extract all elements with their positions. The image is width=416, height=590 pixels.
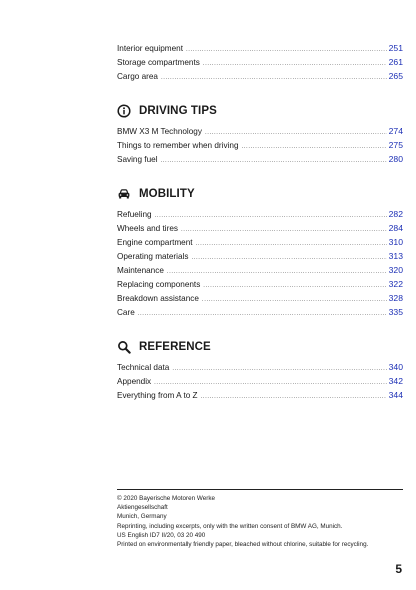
toc-entry[interactable] <box>117 305 403 319</box>
dot-leader <box>181 223 387 237</box>
toc-entry-label: BMW X3 M Technology <box>117 127 202 136</box>
dot-leader <box>155 209 387 223</box>
imprint-line: US English ID7 II/20, 03 20 490 <box>117 531 206 539</box>
toc-entry-page[interactable]: 275 <box>388 140 403 150</box>
dot-leader <box>196 237 387 251</box>
toc-entry-page[interactable]: 335 <box>388 307 403 317</box>
dot-leader <box>154 376 387 390</box>
dot-leader <box>138 307 387 321</box>
toc-entry-page[interactable]: 265 <box>388 71 403 81</box>
toc-entry[interactable] <box>117 263 403 277</box>
dot-leader <box>167 265 387 279</box>
imprint-line: Reprinting, including excerpts, only with the written consent of BMW AG, Munich. <box>117 522 343 530</box>
dot-leader <box>201 390 387 404</box>
section-reference <box>117 337 403 402</box>
toc-entry-label: Storage compartments <box>117 58 200 67</box>
toc-entry-page[interactable]: 310 <box>388 237 403 247</box>
toc-entry-label: Refueling <box>117 210 152 219</box>
toc-entry-label: Appendix <box>117 377 152 386</box>
toc-entry[interactable] <box>117 138 403 152</box>
toc-entry[interactable] <box>117 55 403 69</box>
toc-entry[interactable] <box>117 221 403 235</box>
toc-entry-page[interactable]: 280 <box>388 154 403 164</box>
dot-leader <box>203 279 386 293</box>
toc-entry-page[interactable]: 251 <box>388 43 403 53</box>
dot-leader <box>205 126 387 140</box>
toc-entry-label: Operating materials <box>117 252 189 261</box>
toc-entry-label: Technical data <box>117 363 170 372</box>
toc-entry-page[interactable]: 328 <box>388 293 403 303</box>
dot-leader <box>203 57 387 71</box>
toc-entry-page[interactable]: 313 <box>388 251 403 261</box>
section-heading <box>117 101 403 121</box>
section-mobility <box>117 184 403 319</box>
section-interior <box>117 41 403 83</box>
toc-entry-label: Engine compartment <box>117 238 193 247</box>
toc-entry[interactable] <box>117 388 403 402</box>
toc-entry-page[interactable]: 342 <box>388 376 403 386</box>
toc-entry-label: Interior equipment <box>117 44 183 53</box>
dot-leader <box>161 154 387 168</box>
toc-entry-page[interactable]: 344 <box>388 390 403 400</box>
toc-entry-page[interactable]: 274 <box>388 126 403 136</box>
toc-entry[interactable] <box>117 124 403 138</box>
section-heading <box>117 337 403 357</box>
toc-entry[interactable] <box>117 41 403 55</box>
dot-leader <box>202 293 387 307</box>
imprint <box>117 494 407 549</box>
toc-entry-page[interactable]: 282 <box>388 209 403 219</box>
dot-leader <box>186 43 387 57</box>
dot-leader <box>242 140 387 154</box>
toc-entry-page[interactable]: 261 <box>388 57 403 67</box>
toc-entry-label: Replacing components <box>117 280 201 289</box>
toc-entry[interactable] <box>117 69 403 83</box>
imprint-line: Munich, Germany <box>117 513 167 521</box>
toc-entry-page[interactable]: 322 <box>388 279 403 289</box>
imprint-line: © 2020 Bayerische Motoren Werke <box>117 495 215 502</box>
info-circle-icon <box>117 104 131 118</box>
toc-entry[interactable] <box>117 249 403 263</box>
toc-entry[interactable] <box>117 207 403 221</box>
dot-leader <box>191 251 386 265</box>
table-of-contents <box>117 41 403 402</box>
toc-entry-label: Things to remember when driving <box>117 141 239 150</box>
section-heading <box>117 184 403 204</box>
dot-leader <box>172 362 386 376</box>
toc-entry-label: Cargo area <box>117 72 158 81</box>
section-title: DRIVING TIPS <box>139 105 217 117</box>
toc-entry[interactable] <box>117 235 403 249</box>
toc-entry-page[interactable]: 340 <box>388 362 403 372</box>
toc-entry[interactable] <box>117 291 403 305</box>
imprint-line: Aktiengesellschaft <box>117 504 168 512</box>
search-icon <box>117 340 131 354</box>
dot-leader <box>161 71 387 85</box>
car-icon <box>117 187 131 201</box>
toc-entry-label: Care <box>117 308 135 317</box>
toc-entry-label: Saving fuel <box>117 155 158 164</box>
imprint-line: Printed on environmentally friendly paper, bleached without chlorine, suitable for recycling. <box>117 541 369 549</box>
section-driving-tips <box>117 101 403 166</box>
toc-entry[interactable] <box>117 277 403 291</box>
section-title: REFERENCE <box>139 341 211 353</box>
toc-entry-label: Everything from A to Z <box>117 391 198 400</box>
toc-entry-label: Wheels and tires <box>117 224 178 233</box>
toc-entry-label: Breakdown assistance <box>117 294 199 303</box>
toc-entry[interactable] <box>117 374 403 388</box>
toc-entry-label: Maintenance <box>117 266 164 275</box>
toc-entry[interactable] <box>117 152 403 166</box>
page-number: 5 <box>395 562 402 576</box>
imprint-divider <box>117 489 403 490</box>
toc-entry[interactable] <box>117 360 403 374</box>
toc-entry-page[interactable]: 284 <box>388 223 403 233</box>
toc-entry-page[interactable]: 320 <box>388 265 403 275</box>
section-title: MOBILITY <box>139 188 195 200</box>
